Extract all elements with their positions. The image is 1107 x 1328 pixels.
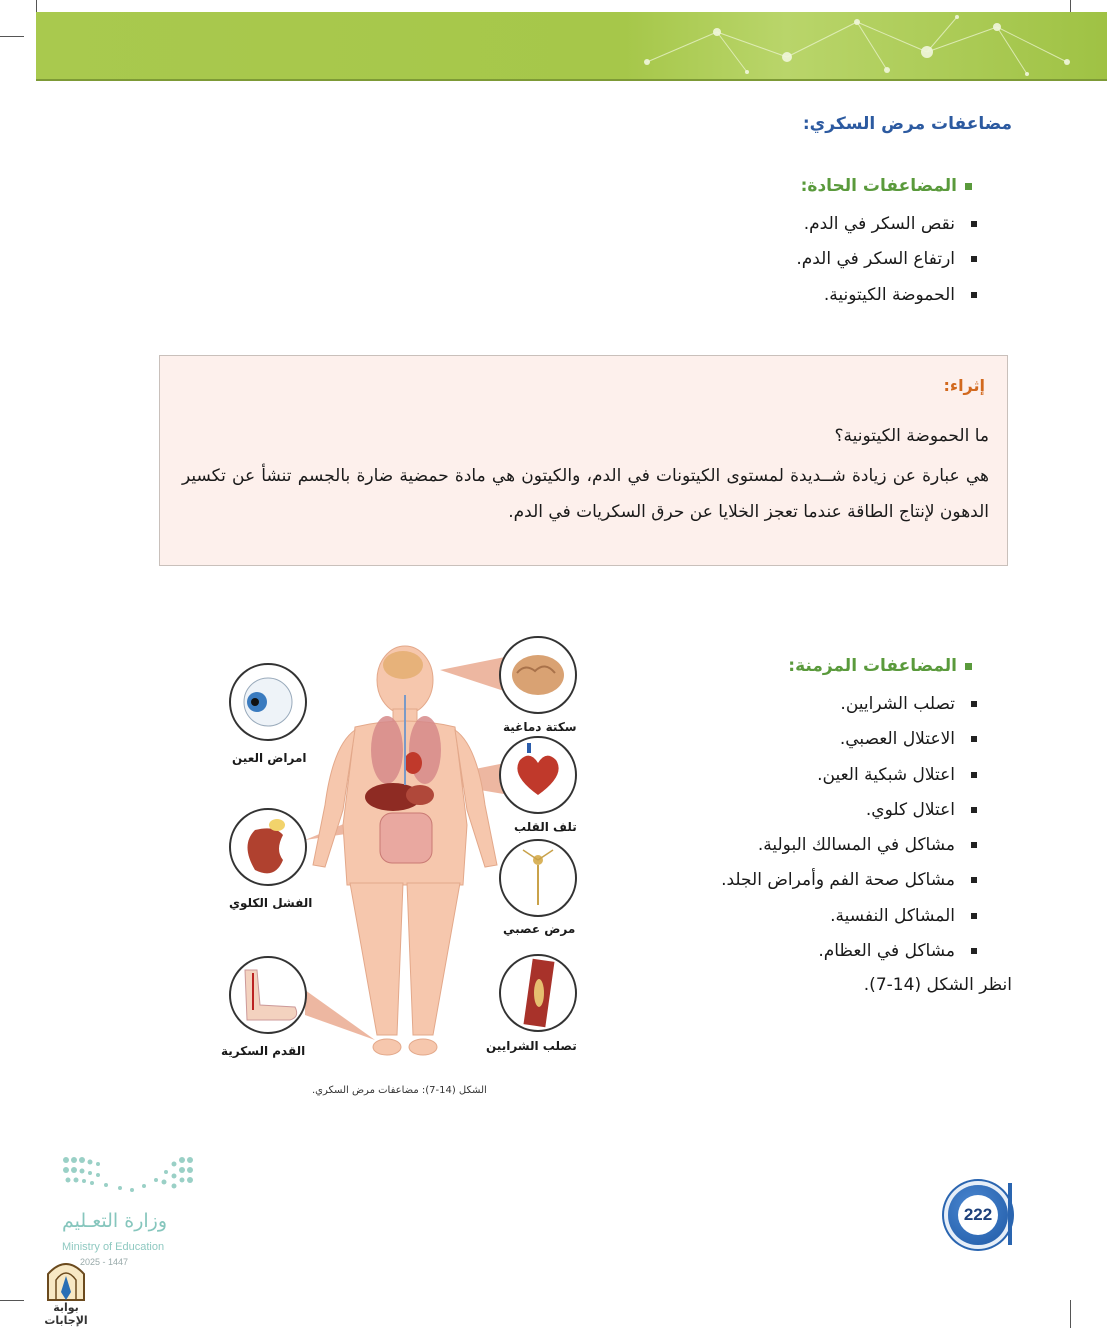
bullet-icon bbox=[971, 807, 977, 813]
label-eye-disease: امراض العين bbox=[232, 751, 307, 765]
list-item: نقص السكر في الدم. bbox=[796, 207, 977, 242]
bullet-icon bbox=[971, 772, 977, 778]
molecule-pattern bbox=[627, 12, 1107, 79]
list-item: اعتلال كلوي. bbox=[721, 793, 977, 828]
ministry-year: 2025 - 1447 bbox=[80, 1257, 129, 1267]
list-item: ارتفاع السكر في الدم. bbox=[796, 242, 977, 277]
body-illustration bbox=[205, 635, 605, 1075]
list-item: الحموضة الكيتونية. bbox=[796, 278, 977, 313]
answers-portal-logo bbox=[30, 1256, 102, 1327]
page-number-badge bbox=[948, 1185, 1008, 1245]
bullet-icon bbox=[971, 842, 977, 848]
enrichment-question: ما الحموضة الكيتونية؟ bbox=[834, 426, 989, 446]
list-item: الاعتلال العصبي. bbox=[721, 722, 977, 757]
portal-name: بوابة الإجابات bbox=[44, 1301, 88, 1327]
section-title: مضاعفات مرض السكري: bbox=[802, 114, 1012, 134]
crop-mark bbox=[1070, 1300, 1071, 1328]
page-number: 222 bbox=[958, 1195, 998, 1235]
label-heart-damage: تلف القلب bbox=[514, 820, 577, 834]
label-diabetic-foot: القدم السكرية bbox=[221, 1044, 306, 1058]
list-item: مشاكل صحة الفم وأمراض الجلد. bbox=[721, 863, 977, 898]
bullet-icon bbox=[971, 948, 977, 954]
figure-caption: الشكل (14-7): مضاعفات مرض السكري. bbox=[312, 1085, 487, 1096]
bullet-icon bbox=[971, 292, 977, 298]
crop-mark bbox=[0, 1300, 24, 1301]
bullet-icon bbox=[971, 256, 977, 262]
ministry-name-arabic: وزارة التعـليم bbox=[62, 1210, 168, 1232]
acute-complications-heading bbox=[801, 176, 972, 196]
enrichment-box bbox=[159, 355, 1008, 566]
portal-gate-icon bbox=[30, 1256, 102, 1302]
list-item: مشاكل في العظام. bbox=[721, 934, 977, 969]
list-item: مشاكل في المسالك البولية. bbox=[721, 828, 977, 863]
ministry-dots-icon bbox=[56, 1150, 206, 1200]
figure-reference: انظر الشكل (14-7). bbox=[863, 975, 1012, 995]
bullet-icon bbox=[971, 913, 977, 919]
chronic-heading-text: المضاعفات المزمنة: bbox=[788, 656, 957, 676]
bullet-icon bbox=[971, 736, 977, 742]
enrichment-title: إثراء: bbox=[943, 376, 985, 395]
list-item: المشاكل النفسية. bbox=[721, 899, 977, 934]
label-stroke: سكتة دماغية bbox=[503, 720, 577, 734]
label-atherosclerosis: تصلب الشرايين bbox=[486, 1039, 577, 1053]
acute-complications-list bbox=[796, 207, 977, 313]
acute-heading-text: المضاعفات الحادة: bbox=[800, 176, 957, 196]
square-bullet-icon bbox=[965, 663, 972, 670]
crop-mark bbox=[0, 36, 24, 37]
chronic-complications-list bbox=[721, 687, 977, 969]
ministry-name-english: Ministry of Education bbox=[62, 1241, 165, 1253]
bullet-icon bbox=[971, 877, 977, 883]
label-kidney-failure: الفشل الكلوي bbox=[229, 896, 313, 910]
bullet-icon bbox=[971, 221, 977, 227]
page-number-tab bbox=[1008, 1183, 1012, 1245]
square-bullet-icon bbox=[965, 183, 972, 190]
label-nerve-disease: مرض عصبي bbox=[503, 922, 576, 936]
complications-diagram bbox=[205, 635, 605, 1075]
header-band bbox=[36, 12, 1107, 81]
list-item: تصلب الشرايين. bbox=[721, 687, 977, 722]
list-item: اعتلال شبكية العين. bbox=[721, 758, 977, 793]
enrichment-answer: هي عبارة عن زيادة شــديدة لمستوى الكيتونات في الدم، والكيتون هي مادة حمضية ضارة بالجسم تنشأ عن تكسير الدهون لإنتاج الطاقة عندما تعجز الخلايا عن حرق السكريات في الدم. bbox=[182, 466, 989, 522]
chronic-complications-heading bbox=[788, 656, 972, 676]
bullet-icon bbox=[971, 701, 977, 707]
